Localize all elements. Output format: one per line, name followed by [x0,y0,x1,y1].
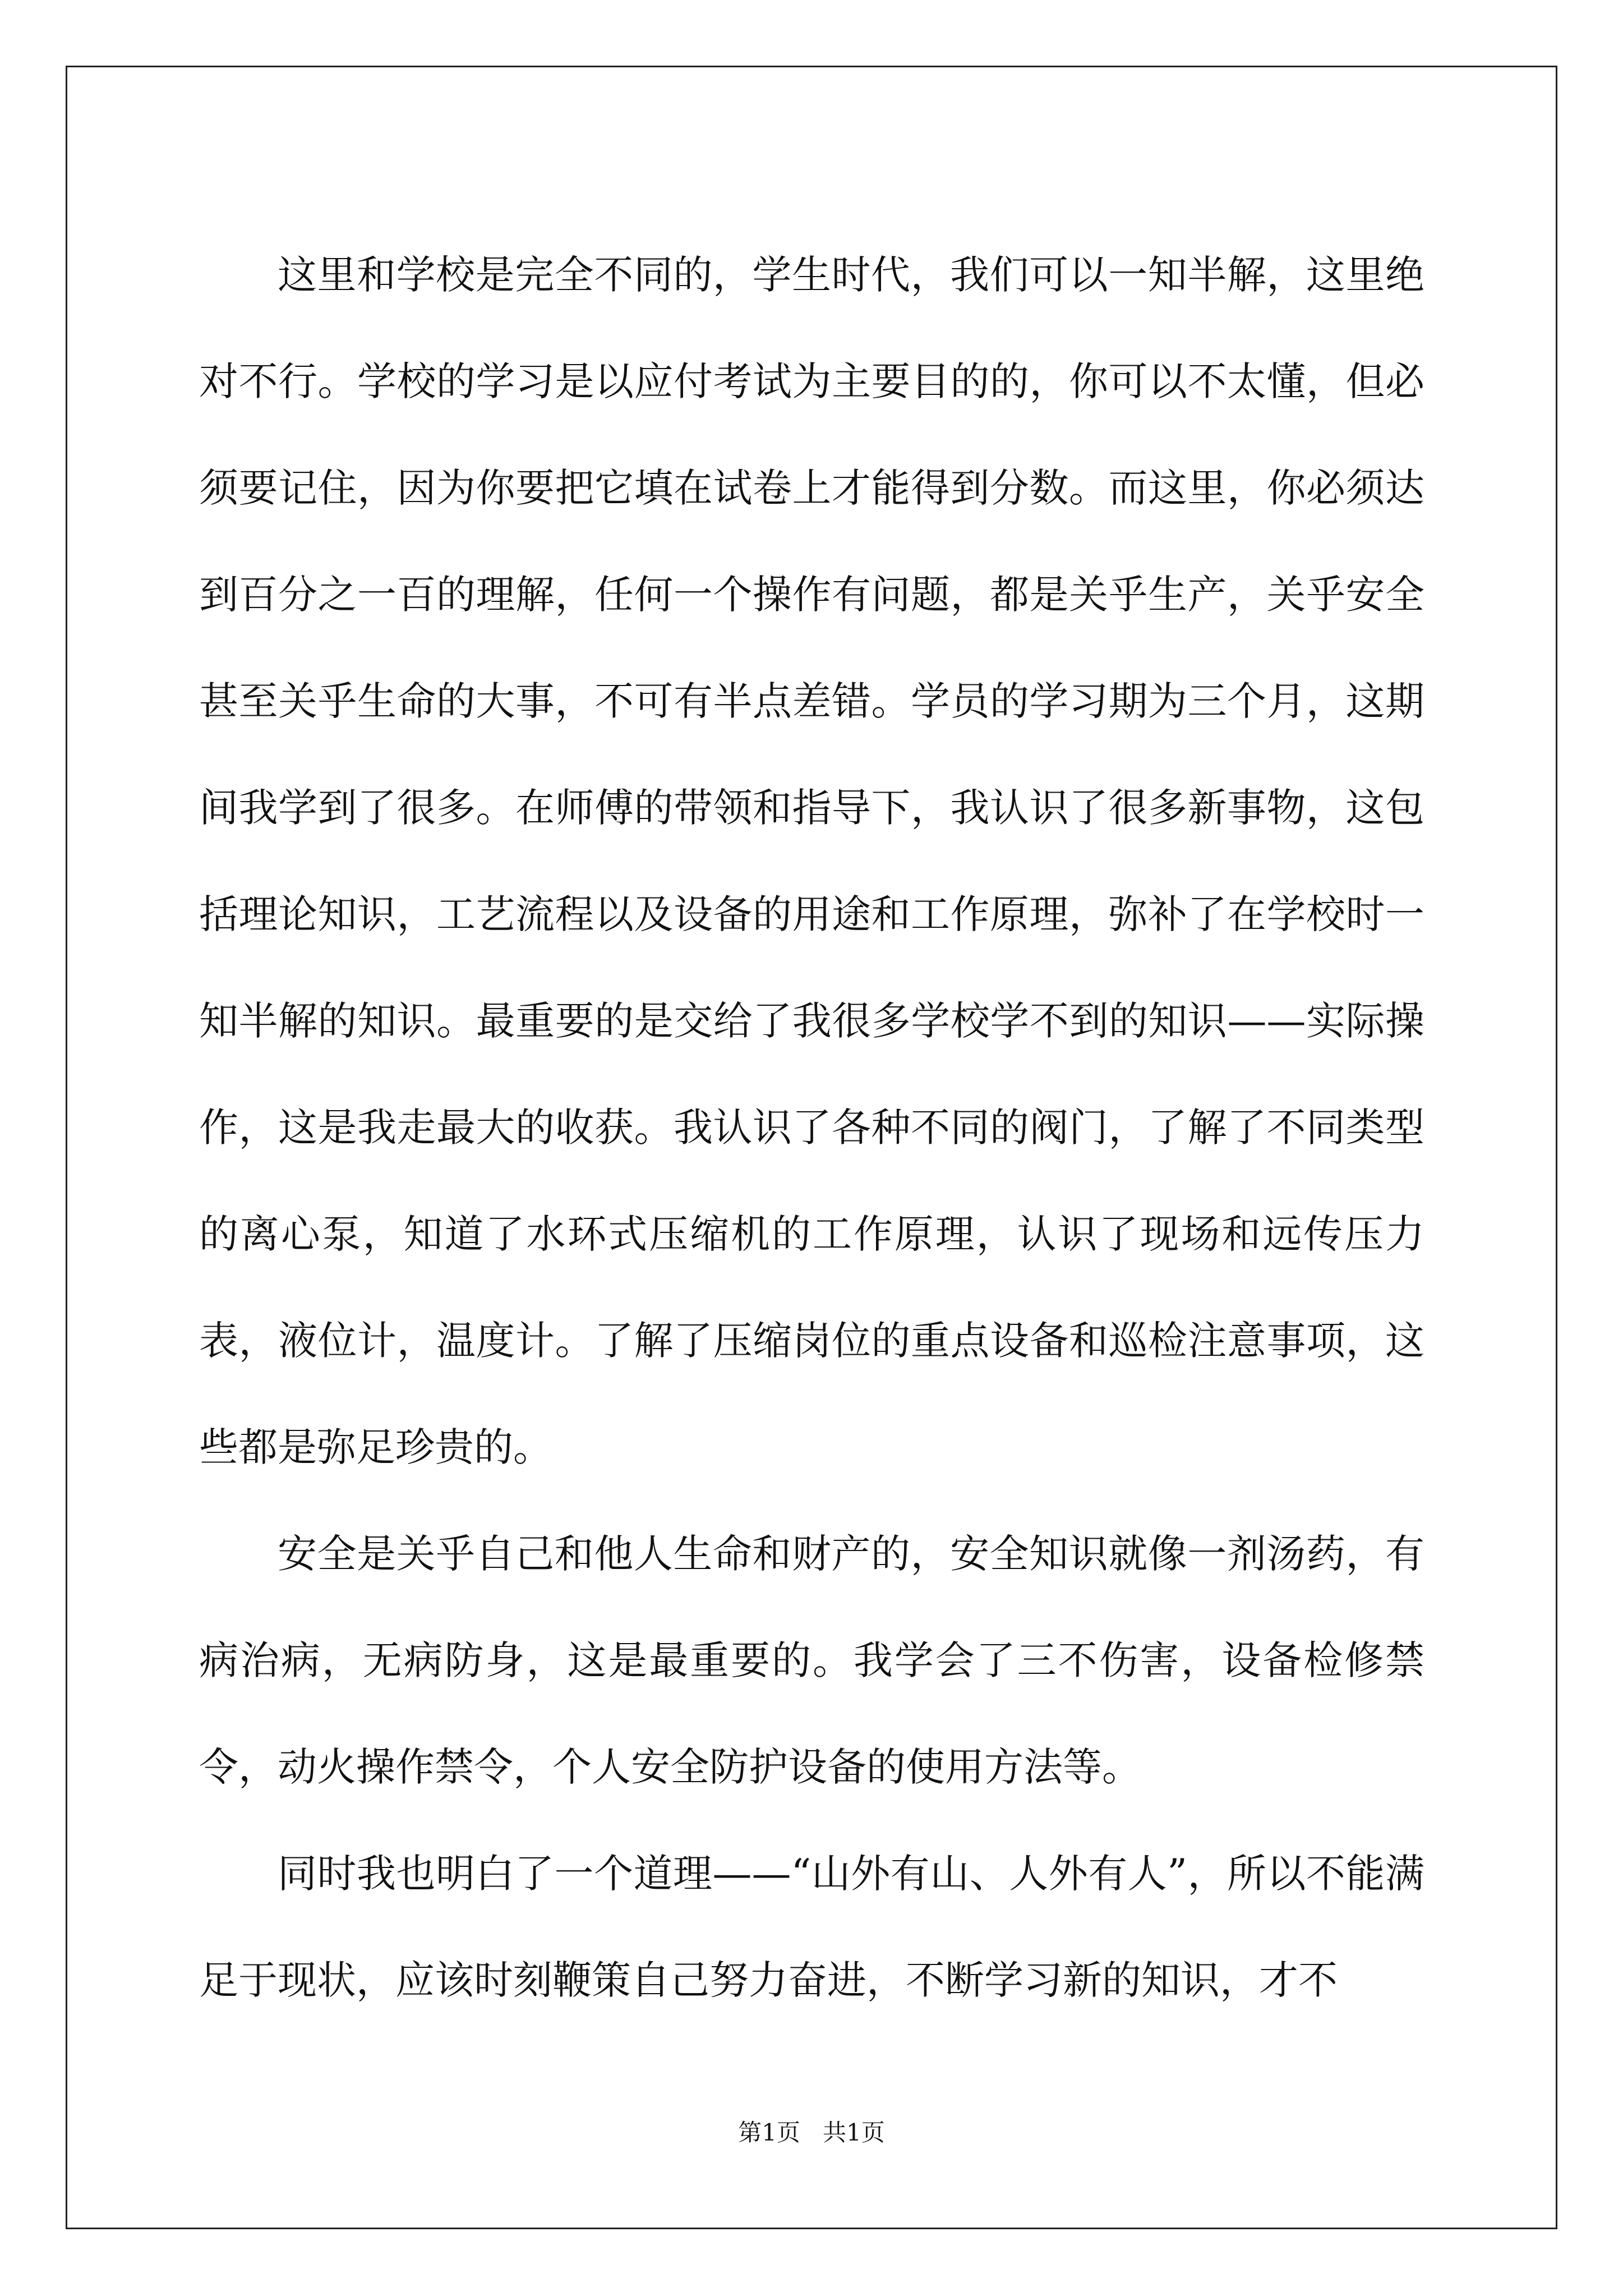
paragraph-1: 这里和学校是完全不同的，学生时代，我们可以一知半解，这里绝对不行。学校的学习是以应付考试为主要目的的，你可以不太懂，但必须要记住，因为你要把它填在试卷上才能得到分数。而这里，你必须达到百分之一百的理解，任何一个操作有问题，都是关乎生产，关乎安全甚至关乎生命的大事，不可有半点差错。学员的学习期为三个月，这期间我学到了很多。在师傅的带领和指导下，我认识了很多新事物，这包括理论知识，工艺流程以及设备的用途和工作原理，弥补了在学校时一知半解的知识。最重要的是交给了我很多学校学不到的知识——实际操作，这是我走最大的收获。我认识了各种不同的阀门，了解了不同类型的离心泵，知道了水环式压缩机的工作原理，认识了现场和远传压力表，液位计，温度计。了解了压缩岗位的重点设备和巡检注意事项，这些都是弥足珍贵的。 [199,252,1424,1470]
page-number: 第1页 共1页 [738,2119,885,2146]
page-footer [0,2116,1623,2150]
document-body [199,222,1424,2033]
paragraph-2: 安全是关乎自己和他人生命和财产的，安全知识就像一剂汤药，有病治病，无病防身，这是最重要的。我学会了三不伤害，设备检修禁令，动火操作禁令，个人安全防护设备的使用方法等。 [199,1531,1424,1790]
paragraph-3: 同时我也明白了一个道理——“山外有山、人外有人”，所以不能满足于现状，应该时刻鞭策自己努力奋进，不断学习新的知识，才不 [199,1851,1424,2003]
